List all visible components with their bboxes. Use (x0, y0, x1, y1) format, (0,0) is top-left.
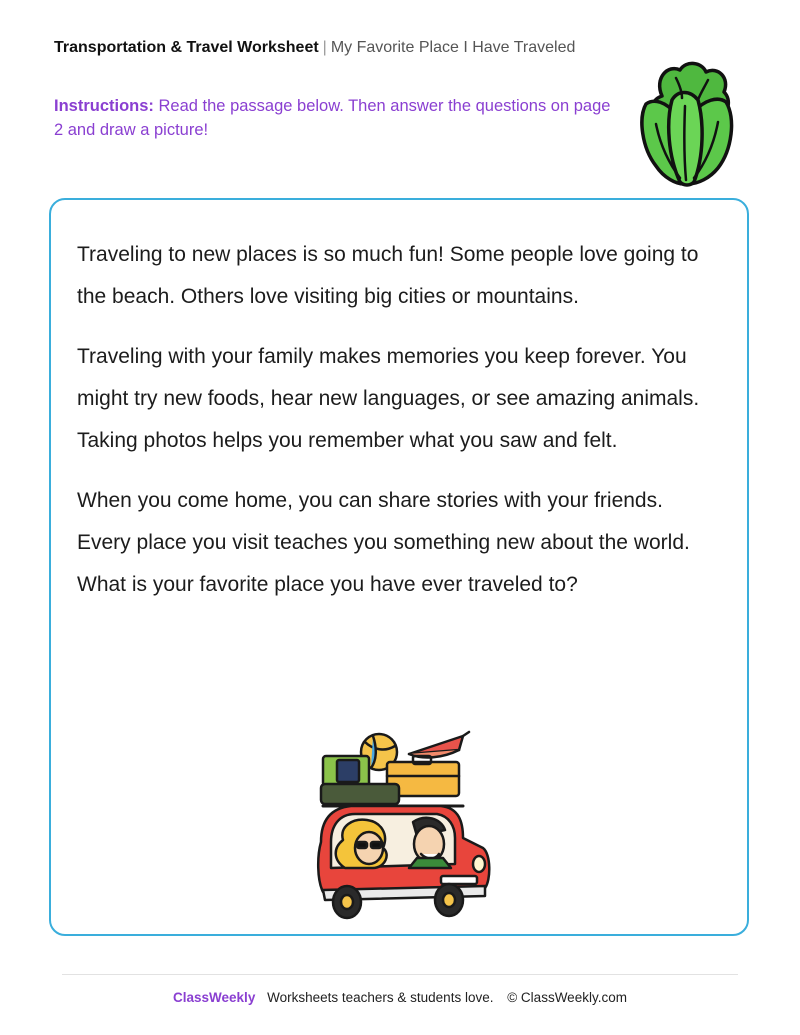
car-with-luggage-icon (313, 730, 493, 922)
instructions (54, 94, 614, 142)
worksheet-header (54, 38, 575, 58)
instructions-text: Read the passage below. Then answer the questions on page 2 and draw a picture! (54, 97, 611, 139)
passage-paragraph: Traveling to new places is so much fun! Some people love going to the beach. Others love visiting big cities or mountains. (77, 243, 699, 308)
passage-paragraph: When you come home, you can share stories with your friends. Every place you visit teaches you something new about the world. What is your favorite place you have ever traveled to? (77, 489, 690, 596)
instructions-label: Instructions: (54, 97, 154, 115)
footer-tagline: Worksheets teachers & students love. (267, 990, 494, 1005)
footer-brand: ClassWeekly (173, 990, 256, 1005)
passage-paragraph: Traveling with your family makes memories you keep forever. You might try new foods, hear new languages, or see amazing animals. Taking photos helps you remember what you saw and felt. (77, 345, 700, 452)
passage (77, 234, 717, 624)
lettuce-icon (632, 56, 740, 188)
header-separator: | (322, 39, 327, 56)
worksheet-title: Transportation & Travel Worksheet (54, 39, 319, 56)
passage-box (49, 198, 749, 936)
footer (0, 989, 800, 1007)
footer-divider (62, 974, 738, 975)
footer-copyright: © ClassWeekly.com (507, 990, 627, 1005)
worksheet-subtitle: My Favorite Place I Have Traveled (330, 39, 576, 56)
